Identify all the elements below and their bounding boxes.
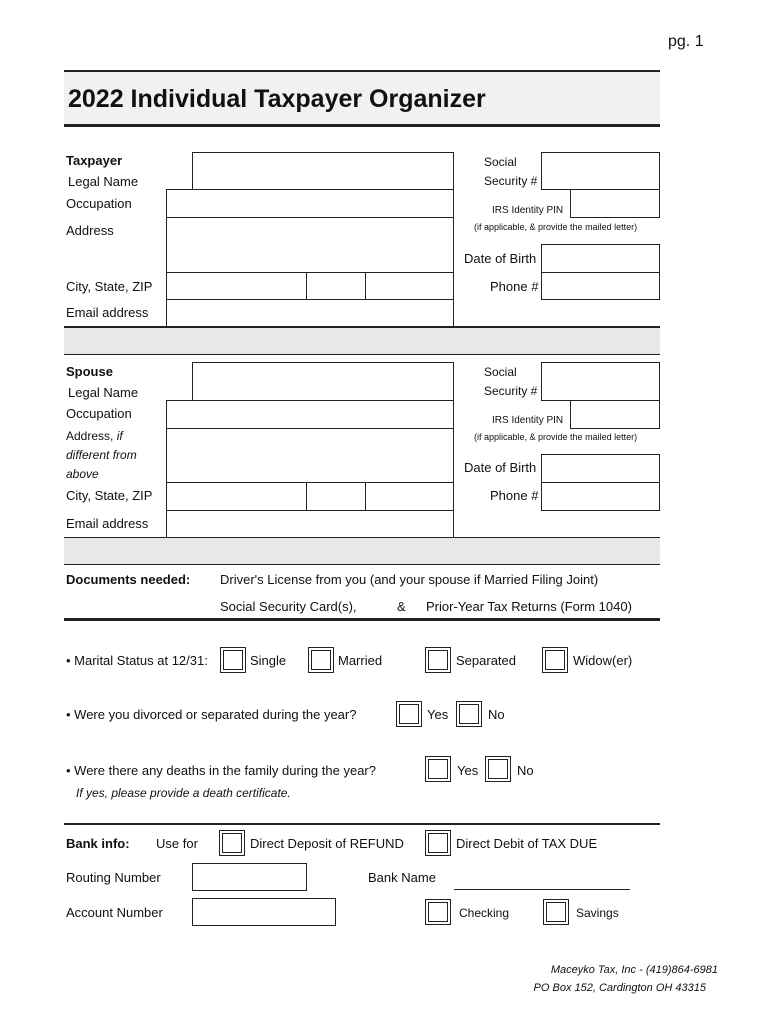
spouse-address-field[interactable] xyxy=(166,428,454,483)
taxpayer-dob-label: Date of Birth xyxy=(464,251,537,266)
section-rule xyxy=(64,564,660,565)
taxpayer-email-label: Email address xyxy=(66,305,149,320)
taxpayer-phone-label: Phone # xyxy=(490,279,539,294)
marital-separated-label: Separated xyxy=(456,653,516,668)
spouse-address-note-2: above xyxy=(66,467,99,481)
page-number: pg. 1 xyxy=(668,33,704,50)
taxpayer-occupation-label: Occupation xyxy=(66,196,132,211)
direct-debit-label: Direct Debit of TAX DUE xyxy=(456,836,598,851)
marital-single-checkbox[interactable] xyxy=(220,647,246,673)
spouse-heading: Spouse xyxy=(66,364,113,379)
deaths-yes-label: Yes xyxy=(457,763,479,778)
direct-debit-checkbox[interactable] xyxy=(425,830,451,856)
taxpayer-heading: Taxpayer xyxy=(66,153,123,168)
spouse-address-label xyxy=(66,428,123,444)
taxpayer-occupation-field[interactable] xyxy=(166,189,454,218)
taxpayer-zip-field[interactable] xyxy=(365,272,454,300)
documents-ssc: Social Security Card(s), xyxy=(220,599,357,614)
routing-number-field[interactable] xyxy=(192,863,307,891)
spouse-irs-pin-note: (if applicable, & provide the mailed letter) xyxy=(474,432,638,442)
marital-married-checkbox[interactable] xyxy=(308,647,334,673)
spouse-irs-pin-field[interactable] xyxy=(570,400,660,429)
spouse-email-field[interactable] xyxy=(166,510,454,538)
spouse-dob-field[interactable] xyxy=(541,454,660,483)
taxpayer-address-field[interactable] xyxy=(166,217,454,273)
spouse-city-label: City, State, ZIP xyxy=(66,488,153,503)
spouse-ssn-field[interactable] xyxy=(541,362,660,401)
bank-heading: Bank info: xyxy=(66,836,130,851)
deaths-note: If yes, please provide a death certificate. xyxy=(76,786,291,800)
bank-use-for-label: Use for xyxy=(156,836,198,851)
taxpayer-ssn-field[interactable] xyxy=(541,152,660,190)
separator-band xyxy=(64,538,660,564)
footer-address: PO Box 152, Cardington OH 43315 xyxy=(533,982,706,994)
spouse-city-field[interactable] xyxy=(166,482,307,511)
section-rule xyxy=(64,618,660,621)
spouse-state-field[interactable] xyxy=(306,482,366,511)
divorced-no-label: No xyxy=(488,707,505,722)
savings-label: Savings xyxy=(576,906,619,920)
separator-band xyxy=(64,328,660,354)
taxpayer-city-label: City, State, ZIP xyxy=(66,279,153,294)
documents-heading: Documents needed: xyxy=(66,572,191,587)
marital-widow-checkbox[interactable] xyxy=(542,647,568,673)
spouse-address-label-main: Address, xyxy=(66,429,117,443)
marital-status-label: • Marital Status at 12/31: xyxy=(66,653,208,668)
spouse-ssn-label-1: Social xyxy=(484,365,517,379)
routing-number-label: Routing Number xyxy=(66,870,161,885)
taxpayer-city-field[interactable] xyxy=(166,272,307,300)
direct-deposit-checkbox[interactable] xyxy=(219,830,245,856)
documents-returns: Prior-Year Tax Returns (Form 1040) xyxy=(426,599,632,614)
spouse-legal-name-label: Legal Name xyxy=(68,385,139,400)
taxpayer-ssn-label-2: Security # xyxy=(484,174,538,188)
marital-married-label: Married xyxy=(338,653,383,668)
title-bottom-rule xyxy=(64,124,660,127)
account-number-field[interactable] xyxy=(192,898,336,926)
taxpayer-irs-pin-label: IRS Identity PIN xyxy=(492,205,564,216)
bank-name-label: Bank Name xyxy=(368,870,436,885)
spouse-phone-label: Phone # xyxy=(490,488,539,503)
divorced-yes-label: Yes xyxy=(427,707,449,722)
bank-name-field[interactable] xyxy=(454,889,630,890)
taxpayer-legal-name-field[interactable] xyxy=(192,152,454,190)
taxpayer-state-field[interactable] xyxy=(306,272,366,300)
spouse-phone-field[interactable] xyxy=(541,482,660,511)
savings-checkbox[interactable] xyxy=(543,899,569,925)
documents-line-1: Driver's License from you (and your spouse if Married Filing Joint) xyxy=(220,572,599,587)
spouse-occupation-field[interactable] xyxy=(166,400,454,429)
taxpayer-email-field[interactable] xyxy=(166,299,454,327)
taxpayer-legal-name-label: Legal Name xyxy=(68,174,139,189)
divorced-yes-checkbox[interactable] xyxy=(396,701,422,727)
checking-checkbox[interactable] xyxy=(425,899,451,925)
spouse-ssn-label-2: Security # xyxy=(484,384,538,398)
documents-amp: & xyxy=(397,599,406,614)
deaths-no-label: No xyxy=(517,763,534,778)
section-rule xyxy=(64,823,660,825)
marital-single-label: Single xyxy=(250,653,287,668)
divorced-no-checkbox[interactable] xyxy=(456,701,482,727)
spouse-email-label: Email address xyxy=(66,516,149,531)
taxpayer-address-label: Address xyxy=(66,223,114,238)
spouse-zip-field[interactable] xyxy=(365,482,454,511)
taxpayer-phone-field[interactable] xyxy=(541,272,660,300)
marital-widow-label: Widow(er) xyxy=(573,653,633,668)
spouse-address-note-1: different from xyxy=(66,448,137,462)
deaths-question: • Were there any deaths in the family during the year? xyxy=(66,763,376,778)
spouse-dob-label: Date of Birth xyxy=(464,460,537,475)
taxpayer-irs-pin-note: (if applicable, & provide the mailed letter) xyxy=(474,222,638,232)
taxpayer-irs-pin-field[interactable] xyxy=(570,189,660,218)
spouse-address-label-if: if xyxy=(116,429,123,443)
divorced-question: • Were you divorced or separated during the year? xyxy=(66,707,357,722)
deaths-no-checkbox[interactable] xyxy=(485,756,511,782)
direct-deposit-label: Direct Deposit of REFUND xyxy=(250,836,404,851)
account-number-label: Account Number xyxy=(66,905,163,920)
spouse-occupation-label: Occupation xyxy=(66,406,132,421)
taxpayer-ssn-label-1: Social xyxy=(484,155,517,169)
section-rule xyxy=(64,354,660,355)
deaths-yes-checkbox[interactable] xyxy=(425,756,451,782)
spouse-irs-pin-label: IRS Identity PIN xyxy=(492,415,564,426)
page-title: 2022 Individual Taxpayer Organizer xyxy=(68,85,486,113)
footer-company-phone: Maceyko Tax, Inc - (419)864-6981 xyxy=(550,964,718,976)
checking-label: Checking xyxy=(459,906,510,920)
taxpayer-dob-field[interactable] xyxy=(541,244,660,273)
spouse-legal-name-field[interactable] xyxy=(192,362,454,401)
marital-separated-checkbox[interactable] xyxy=(425,647,451,673)
